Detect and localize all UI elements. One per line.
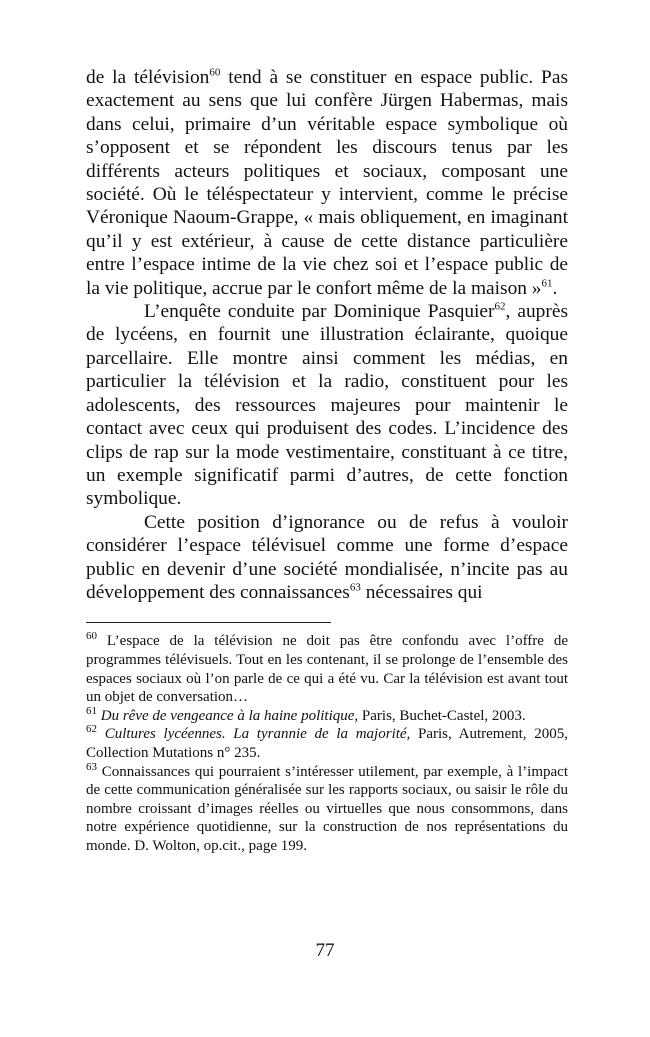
footnote-63-number: 63 [86,760,97,773]
paragraph-1-text-a: de la télévision [86,67,210,88]
paragraph-2 [86,300,568,511]
main-text [86,66,568,604]
footnote-61-rest: Paris, Buchet-Castel, 2003. [358,707,526,724]
paragraph-1-text-b: tend à se constituer en espace public. Pas exactement au sens que lui confère Jürgen Habermas, mais dans celui, primaire d’un véritable espace symbolique où s’opposent et se répondent les discours tenus par les différents acteurs politiques et sociaux, composant une société. Où le téléspectateur y intervient, comme le précise Véronique Naoum-Grappe, « mais obliquement, en imaginant qu’il y est extérieur, à cause de cette distance particulière entre l’espace intime de la vie chez soi et l’espace public de la vie politique, accrue par le confort même de la maison » [86,67,568,299]
footnote-60-number: 60 [86,630,97,643]
footnote-62-rest: Paris, Autrement, 2005, Collection Mutations n° 235. [86,726,568,761]
footnote-63-text: Connaissances qui pourraient s’intéresser utilement, par exemple, à l’impact de cette communication généralisée sur les rapports sociaux, ou saisir le rôle du nombre croissant d’images réelles ou virtuelles que nous consommons, dans notre expérience quotidienne, sur la construction de nos représentations du monde. D. Wolton, op.cit., page 199. [86,763,568,854]
footnote-61 [86,704,568,726]
footnote-62-number: 62 [86,723,97,736]
paragraph-3-text-b: nécessaires qui [360,581,483,603]
footnote-ref-62: 62 [494,300,506,313]
footnote-ref-60: 60 [209,66,221,79]
footnote-ref-61: 61 [541,277,553,290]
footnote-62 [86,725,568,762]
paragraph-2-text-b: , auprès de lycéens, en fournit une illustration éclairante, quoique parcellaire. Elle montre ainsi comment les médias, en particulier la télévision et la radio, constituent pour les adolescents, des ressources majeures pour maintenir le contact avec ceux qui produisent des codes. L’incidence des clips de rap sur la mode vestimentaire, constituant à ce titre, un exemple significatif parmi d’autres, de cette fonction symbolique. [86,301,568,510]
paragraph-1 [86,66,568,300]
footnote-separator [86,622,331,623]
footnotes [86,632,568,855]
paragraph-1-text-c: . [552,277,558,299]
footnote-63 [86,760,568,856]
footnote-ref-63: 63 [349,581,361,594]
footnote-60 [86,632,568,706]
paragraph-3-text-a: Cette position d’ignorance ou de refus à vouloir considérer l’espace télévisuel comme une forme d’espace public en devenir d’une société mondialisée, n’incite pas au développement des connaissances [86,511,568,603]
paragraph-2-text-a: L’enquête conduite par Dominique Pasquier [144,301,495,323]
footnote-61-title: Du rêve de vengeance à la haine politique, [100,707,359,724]
page-number: 77 [315,940,335,961]
footnote-62-title: Cultures lycéennes. La tyrannie de la majorité, [104,726,411,743]
footnote-60-text: L’espace de la télévision ne doit pas être confondu avec l’offre de programmes télévisuels. Tout en les contenant, il se prolonge de l’ensemble des espaces sociaux où l’on parle de ce qui a été vu. Car la télévision est avant tout un objet de conversation… [86,633,568,706]
page-content [86,66,568,855]
paragraph-3 [86,511,568,605]
footnote-61-number: 61 [86,704,97,717]
